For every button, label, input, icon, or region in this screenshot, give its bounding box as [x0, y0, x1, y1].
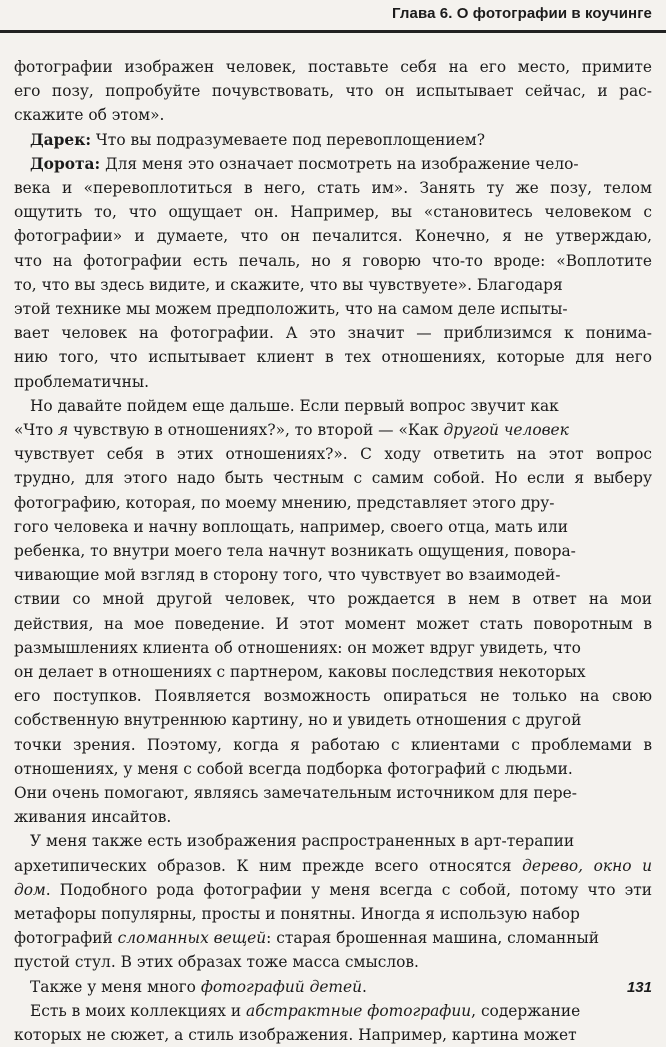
- text-line: [0, 636, 666, 660]
- text-segment: фотографии изображен человек, поставьте себя на его место, примите: [14, 58, 652, 76]
- text-line: [0, 418, 666, 442]
- text-line: [0, 515, 666, 539]
- text-line: [0, 781, 666, 805]
- text-line: [0, 587, 666, 611]
- text-line: [0, 491, 666, 515]
- text-line: [0, 684, 666, 708]
- text-segment: его позу, попробуйте почувствовать, что он испытывает сейчас, и рас-: [14, 82, 652, 101]
- text-segment: пустой стул. В этих образах тоже масса смыслов.: [14, 953, 419, 972]
- text-line: [0, 733, 666, 757]
- text-segment: Есть в моих коллекциях и: [30, 1001, 247, 1020]
- text-segment: Для меня это означает посмотреть на изображение чело-: [100, 154, 579, 173]
- text-segment: гого человека и начну воплощать, например, своего отца, мать или: [14, 517, 568, 536]
- text-segment: этой технике мы можем предположить, что на самом деле испыты-: [14, 300, 568, 318]
- text-line: [0, 539, 666, 563]
- text-segment: чивающие мой взгляд в сторону того, что чувствует во взаимодей-: [14, 566, 561, 585]
- text-segment: отношениях, у меня с собой всегда подборка фотографий с людьми.: [14, 759, 573, 778]
- text-segment: живания инсайтов.: [14, 808, 172, 827]
- text-segment: метафоры популярны, просты и понятны. Иногда я использую набор: [14, 905, 580, 923]
- text-segment: Что вы подразумеваете под перевоплощением?: [91, 130, 486, 149]
- text-segment: У меня также есть изображения распространенных в арт-терапии: [30, 832, 575, 851]
- text-segment: фотографий: [14, 929, 118, 948]
- text-line: [0, 975, 666, 999]
- text-segment: Но давайте пойдем еще дальше. Если первый вопрос звучит как: [30, 396, 559, 415]
- text-segment: фотографии» и думаете, что он печалится. Конечно, я не утверждаю,: [14, 227, 652, 246]
- text-segment: сломанных вещей: [117, 929, 267, 948]
- text-segment: действия, на мое поведение. И этот момент может стать поворотным в: [14, 614, 652, 633]
- text-segment: вает человек на фотографии. А это значит — приблизимся к понима-: [14, 324, 652, 343]
- text-line: [0, 55, 666, 79]
- text-segment: «Что: [14, 421, 58, 439]
- text-line: [0, 297, 666, 321]
- text-line: [0, 103, 666, 127]
- text-line: [0, 950, 666, 974]
- text-line: [0, 152, 666, 176]
- text-line: [0, 612, 666, 636]
- text-segment: проблематичны.: [14, 372, 150, 391]
- text-segment: фотографий детей: [200, 977, 363, 996]
- text-line: [0, 1023, 666, 1047]
- text-segment: которых не сюжет, а стиль изображения. Например, картина может: [14, 1026, 577, 1044]
- text-line: [0, 176, 666, 200]
- text-segment: Также у меня много: [30, 977, 201, 996]
- header-rule: [0, 30, 666, 33]
- text-segment: другой человек: [443, 421, 569, 439]
- text-line: [0, 466, 666, 490]
- chapter-title: Глава 6. О фотографии в коучинге: [392, 5, 652, 22]
- text-line: [0, 854, 666, 878]
- text-line: [0, 442, 666, 466]
- text-segment: ребенка, то внутри моего тела начнут возникать ощущения, повора-: [14, 542, 576, 560]
- text-line: [0, 321, 666, 345]
- text-segment: то, что вы здесь видите, и скажите, что вы чувствуете». Благодаря: [14, 275, 563, 294]
- text-line: [0, 128, 666, 152]
- text-segment: нию того, что испытывает клиент в тех отношениях, которые для него: [14, 348, 652, 367]
- text-segment: архетипических образов. К ним прежде всего относятся: [14, 856, 523, 875]
- text-line: [0, 394, 666, 418]
- text-segment: абстрактные фотографии: [246, 1001, 472, 1020]
- text-segment: точки зрения. Поэтому, когда я работаю с клиентами с проблемами в: [14, 735, 652, 754]
- text-segment: размышлениях клиента об отношениях: он может вдруг увидеть, что: [14, 638, 581, 657]
- text-segment: , содержание: [471, 1001, 581, 1020]
- page-header: [0, 0, 666, 44]
- text-line: [0, 926, 666, 950]
- text-segment: дерево, окно и: [522, 856, 652, 875]
- text-line: [0, 805, 666, 829]
- text-line: [0, 249, 666, 273]
- text-line: [0, 999, 666, 1023]
- text-line: [0, 345, 666, 369]
- text-segment: Они очень помогают, являясь замечательным источником для пере-: [14, 784, 577, 802]
- text-line: [0, 200, 666, 224]
- text-segment: . Подобного рода фотографии у меня всегда с собой, потому что эти: [45, 880, 652, 899]
- text-line: [0, 708, 666, 732]
- text-segment: ощутить то, что ощущает он. Например, вы «становитесь человеком с: [14, 203, 652, 222]
- text-segment: он делает в отношениях с партнером, каковы последствия некоторых: [14, 663, 586, 681]
- text-line: [0, 79, 666, 103]
- text-segment: Дарек:: [30, 130, 92, 149]
- text-segment: фотографию, которая, по моему мнению, представляет этого дру-: [14, 493, 555, 512]
- text-segment: чувствую в отношениях?», то второй — «Как: [68, 421, 444, 439]
- text-line: [0, 370, 666, 394]
- text-line: [0, 902, 666, 926]
- text-segment: ствии со мной другой человек, что рождается в нем в ответ на мои: [14, 590, 652, 609]
- text-segment: .: [362, 977, 367, 996]
- text-segment: трудно, для этого надо быть честным с самим собой. Но если я выберу: [14, 469, 652, 488]
- text-line: [0, 757, 666, 781]
- text-line: [0, 829, 666, 853]
- text-line: [0, 563, 666, 587]
- text-segment: собственную внутреннюю картину, но и увидеть отношения с другой: [14, 711, 582, 730]
- text-segment: дом: [14, 880, 46, 899]
- text-segment: века и «перевоплотиться в него, стать им». Занять ту же позу, телом: [14, 179, 652, 197]
- text-line: [0, 224, 666, 248]
- text-segment: я: [58, 421, 69, 439]
- text-segment: что на фотографии есть печаль, но я говорю что-то вроде: «Воплотите: [14, 251, 652, 270]
- text-line: [0, 660, 666, 684]
- page-number: 131: [626, 979, 652, 996]
- text-line: [0, 273, 666, 297]
- text-segment: Дорота:: [30, 154, 101, 173]
- text-segment: скажите об этом».: [14, 106, 165, 125]
- text-line: [0, 878, 666, 902]
- text-segment: : старая брошенная машина, сломанный: [266, 929, 600, 948]
- text-segment: его поступков. Появляется возможность опираться не только на свою: [14, 687, 652, 706]
- text-segment: чувствует себя в этих отношениях?». С ходу ответить на этот вопрос: [14, 445, 652, 464]
